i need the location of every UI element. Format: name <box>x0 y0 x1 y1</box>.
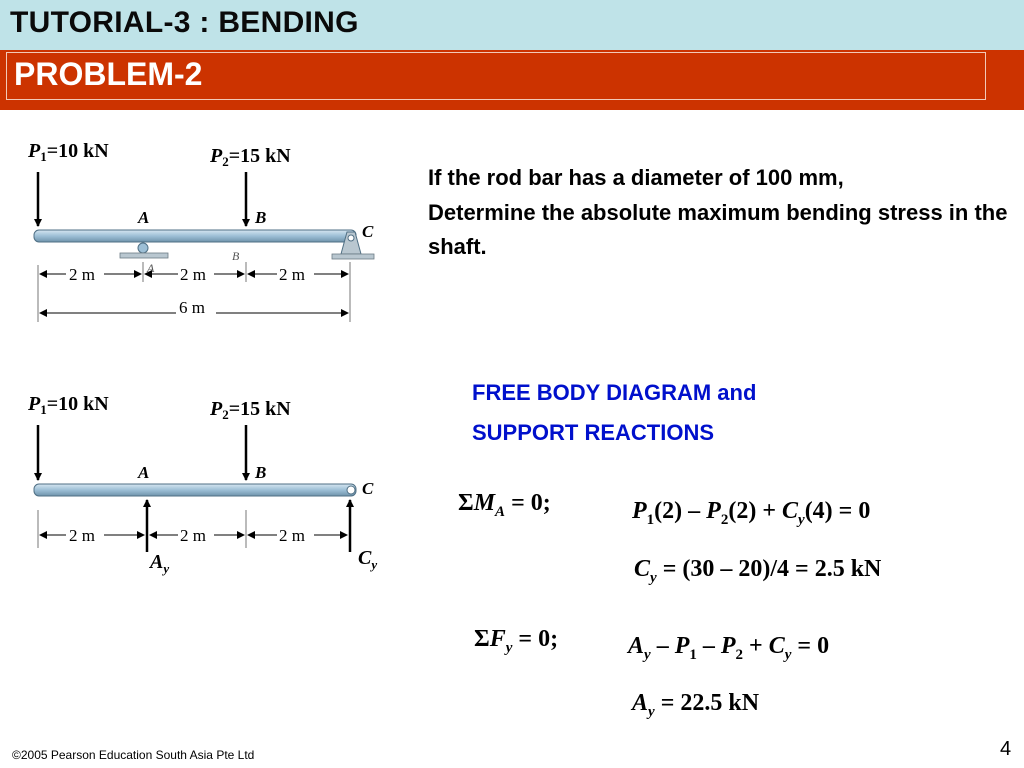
moment-equation: $P_1(2) - P_2(2) + C_y(4) = 0$ <box>632 498 871 528</box>
dimension-3: 2 m <box>279 265 305 284</box>
p1-symbol: P <box>28 140 41 162</box>
label-c: C <box>362 222 374 241</box>
fbd-beam <box>34 484 356 496</box>
fbd-p2-value: =15 kN <box>228 398 291 420</box>
p1-value: =10 kN <box>46 140 109 162</box>
loaded-beam-diagram <box>27 140 374 322</box>
pin-base-c <box>332 254 374 259</box>
fbd-heading-line-1: FREE BODY DIAGRAM and <box>472 380 757 405</box>
force-equation: $A_y - P_1 - P_2 + C_y = 0$ <box>628 633 830 663</box>
p1-subscript: 1 <box>40 149 47 164</box>
p2-subscript: 2 <box>222 154 229 169</box>
fbd-dimension-2: 2 m <box>180 526 206 545</box>
cy-symbol: C <box>358 547 372 569</box>
page-number: 4 <box>1000 738 1012 760</box>
dimension-1: 2 m <box>69 265 95 284</box>
force-sum-label: $\Sigma F_y = 0$; <box>474 626 559 656</box>
fbd-dimension-3: 2 m <box>279 526 305 545</box>
problem-line-2: Determine the absolute maximum bending stress in the shaft. <box>428 200 1008 259</box>
dimension-2: 2 m <box>180 265 206 284</box>
roller-base-a <box>120 253 168 258</box>
ay-symbol: A <box>150 551 164 573</box>
fbd-p1-symbol: P <box>28 393 41 415</box>
ay-subscript: y <box>163 561 170 576</box>
svg-text:P2=15 kN <box>209 145 291 169</box>
label-a: A <box>138 208 150 227</box>
label-a-small: A <box>147 261 155 275</box>
label-b-small: B <box>232 249 240 263</box>
dimension-total: 6 m <box>179 298 205 317</box>
cy-subscript: y <box>371 557 378 572</box>
problem-statement <box>428 160 1018 264</box>
roller-support-a <box>138 243 148 253</box>
fbd-heading-line-2: SUPPORT REACTIONS <box>472 420 715 445</box>
svg-text:P1=10 kN <box>27 393 109 417</box>
fbd-p1-value: =10 kN <box>46 393 109 415</box>
svg-text:Ay <box>148 551 169 576</box>
fbd-p2-symbol: P <box>210 398 223 420</box>
fbd-heading <box>472 373 972 453</box>
slide-title: TUTORIAL-3 : BENDING <box>10 6 359 39</box>
fbd-dimension-1: 2 m <box>69 526 95 545</box>
fbd-p2-subscript: 2 <box>222 407 229 422</box>
p2-value: =15 kN <box>228 145 291 167</box>
free-body-diagram <box>27 393 377 576</box>
fbd-label-a: A <box>138 463 150 482</box>
slide-subtitle: PROBLEM-2 <box>14 56 203 92</box>
p2-symbol: P <box>210 145 223 167</box>
moment-sum-label: $\Sigma M_A = 0$; <box>458 490 551 520</box>
svg-text:P1=10 kN <box>27 140 109 164</box>
svg-text:Cy <box>358 547 377 572</box>
beam <box>34 230 356 242</box>
fbd-label-c: C <box>362 479 374 498</box>
cy-result: $C_y = (30 - 20)/4 = 2.5$ kN <box>634 556 882 586</box>
fbd-p1-subscript: 1 <box>40 402 47 417</box>
problem-line-1: If the rod bar has a diameter of 100 mm, <box>428 165 844 190</box>
label-b: B <box>255 208 267 227</box>
svg-text:P2=15 kN <box>209 398 291 422</box>
fbd-label-b: B <box>255 463 267 482</box>
ay-result: $A_y = 22.5$ kN <box>632 690 760 720</box>
copyright-footer: ©2005 Pearson Education South Asia Pte Ltd <box>12 748 255 762</box>
